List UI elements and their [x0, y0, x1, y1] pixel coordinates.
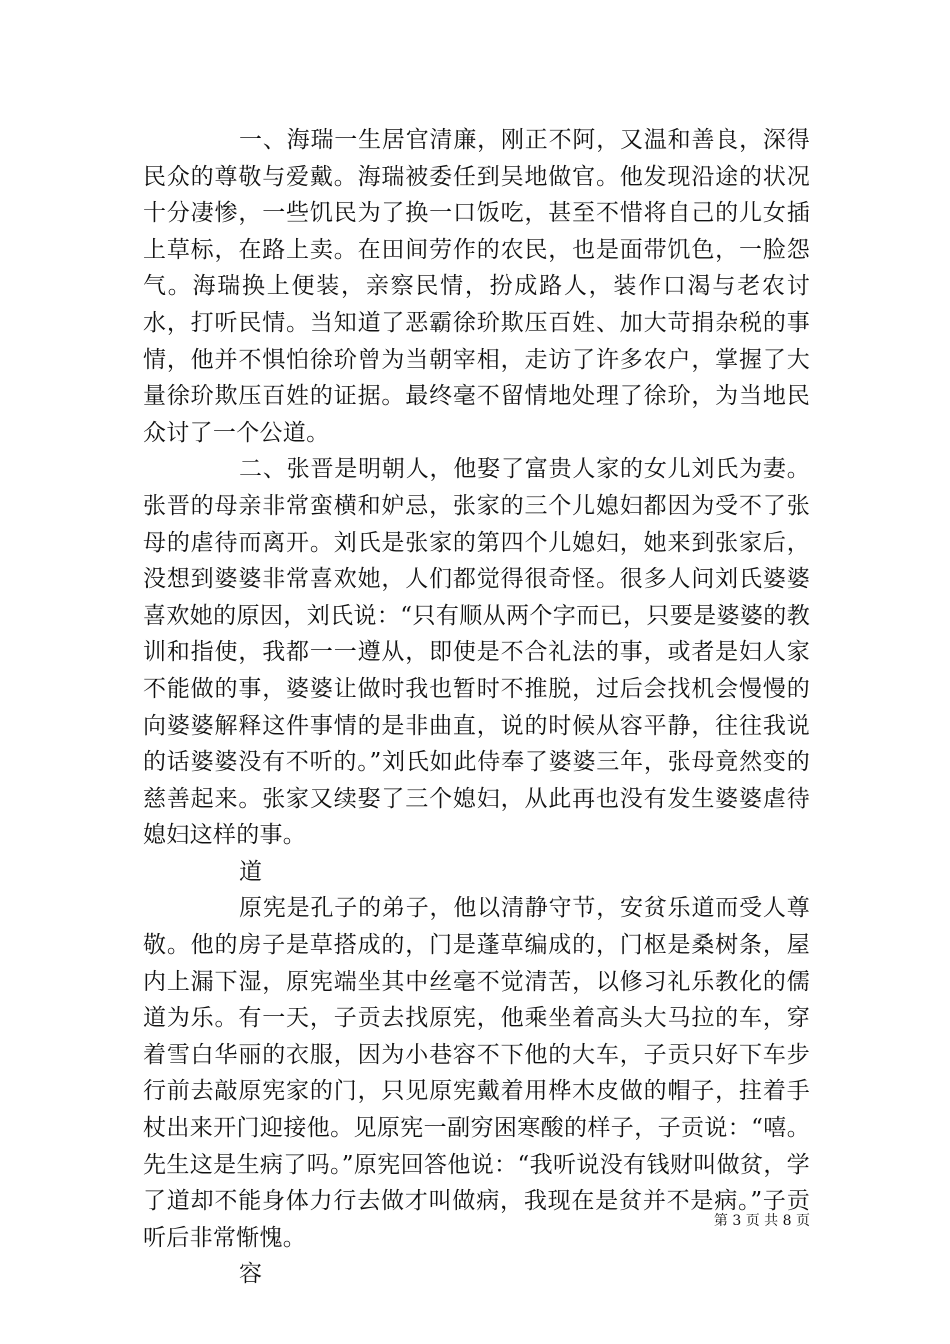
section-heading-rong: 容 — [239, 1261, 262, 1288]
section-heading-dao: 道 — [239, 858, 262, 885]
paragraph-hai-rui: 一、海瑞一生居官清廉，刚正不阿，又温和善良，深得民众的尊敬与爱戴。海瑞被委任到吴地做官。他发现沿途的状况十分凄惨，一些饥民为了换一口饭吃，甚至不惜将自己的儿女插上草标，在路上卖。在田间劳作的农民，也是面带饥色，一脸怨气。海瑞换上便装，亲察民情，扮成路人，装作口渴与老农讨水，打听民情。当知道了恶霸徐玠欺压百姓、加大苛捐杂税的事情，他并不惧怕徐玠曾为当朝宰相，走访了许多农户，掌握了大量徐玠欺压百姓的证据。最终毫不留情地处理了徐玠，为当地民众讨了一个公道。 — [143, 127, 810, 446]
paragraph-yuan-xian: 原宪是孔子的弟子，他以清静守节，安贫乐道而受人尊敬。他的房子是草搭成的，门是蓬草编成的，门枢是桑树条，屋内上漏下湿，原宪端坐其中丝毫不觉清苦，以修习礼乐教化的儒道为乐。有一天，子贡去找原宪，他乘坐着高头大马拉的车，穿着雪白华丽的衣服，因为小巷容不下他的大车，子贡只好下车步行前去敲原宪家的门，只见原宪戴着用桦木皮做的帽子，拄着手杖出来开门迎接他。见原宪一副穷困寒酸的样子，子贡说：“嘻。先生这是生病了吗。”原宪回答他说：“我听说没有钱财叫做贫，学了道却不能身体力行去做才叫做病，我现在是贫并不是病。”子贡听后非常惭愧。 — [143, 895, 810, 1251]
document-body — [143, 122, 810, 1293]
page-number: 第 3 页 共 8 页 — [713, 1213, 810, 1229]
paragraph-zhang-jin: 二、张晋是明朝人，他娶了富贵人家的女儿刘氏为妻。张晋的母亲非常蛮横和妒忌，张家的三个儿媳妇都因为受不了张母的虐待而离开。刘氏是张家的第四个儿媳妇，她来到张家后，没想到婆婆非常喜欢她，人们都觉得很奇怪。很多人问刘氏婆婆喜欢她的原因，刘氏说：“只有顺从两个字而已，只要是婆婆的教训和指使，我都一一遵从，即使是不合礼法的事，或者是妇人家不能做的事，婆婆让做时我也暂时不推脱，过后会找机会慢慢的向婆婆解释这件事情的是非曲直，说的时候从容平静，往往我说的话婆婆没有不听的。”刘氏如此侍奉了婆婆三年，张母竟然变的慈善起来。张家又续娶了三个媳妇，从此再也没有发生婆婆虐待媳妇这样的事。 — [143, 456, 810, 849]
